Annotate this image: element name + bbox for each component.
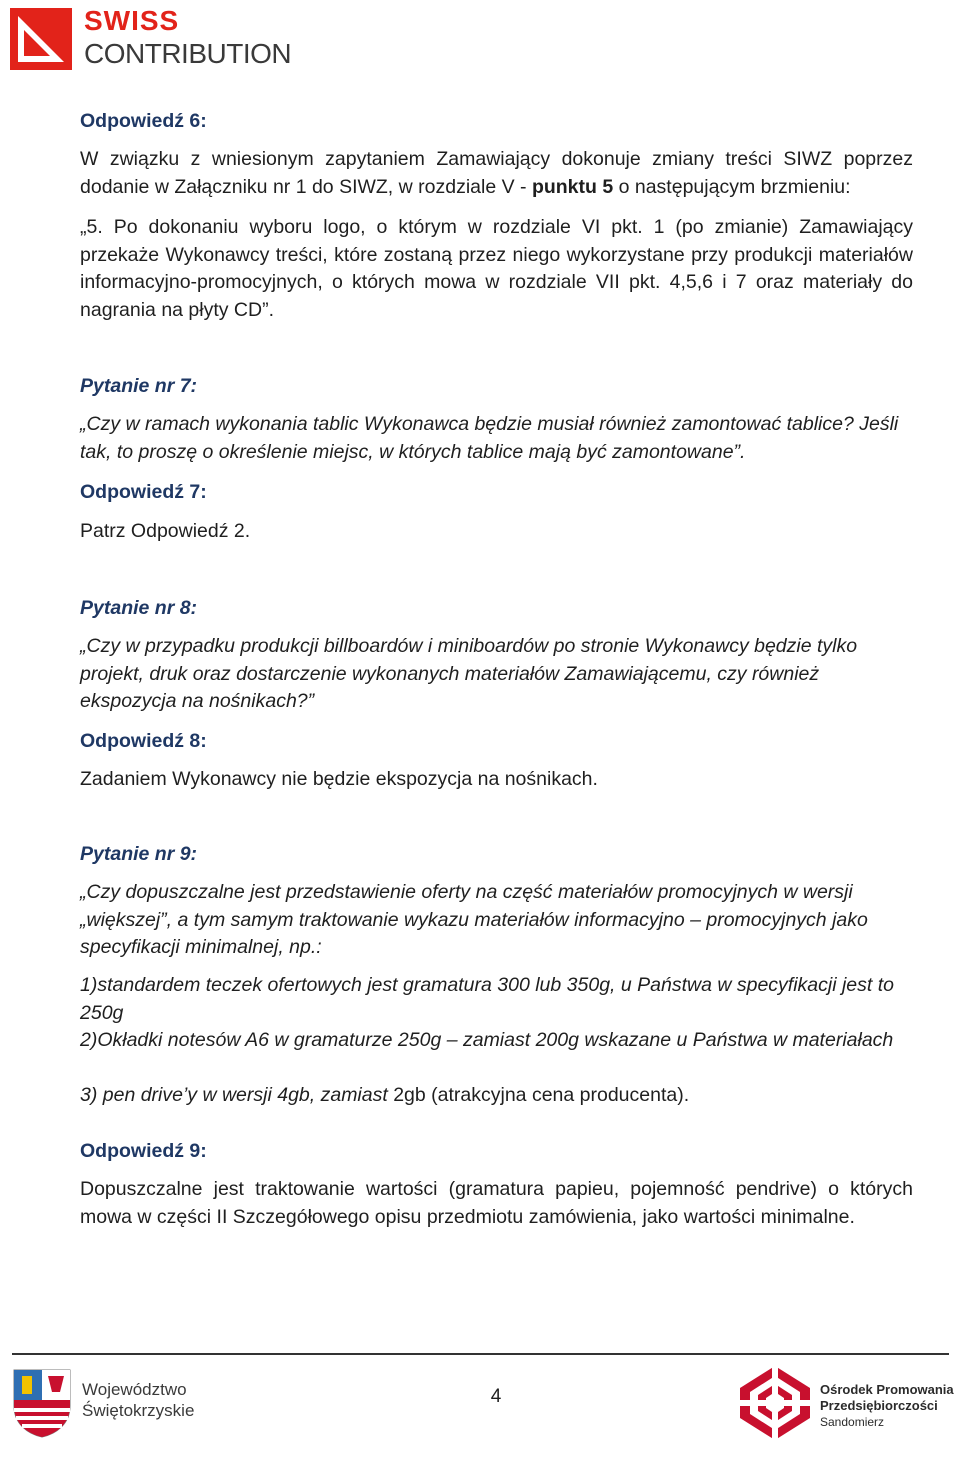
right-logo-line-2: Przedsiębiorczości [820, 1398, 938, 1413]
right-logo-line-1: Ośrodek Promowania [820, 1382, 954, 1397]
swiss-logo-mark [10, 8, 72, 70]
question-9-heading: Pytanie nr 9: [80, 843, 198, 865]
left-logo-line-1: Województwo [82, 1380, 187, 1399]
answer-7-heading: Odpowiedź 7: [80, 481, 207, 503]
swiss-contribution-logo [10, 6, 310, 72]
question-7-text: „Czy w ramach wykonania tablic Wykonawca będzie musiał również zamontować tablice? Jeśli tak, to proszę o określenie miejsc, w których tablice mają być zamontowane”. [80, 413, 899, 463]
question-9-item-3-normal: 2gb (atrakcyjna cena producenta). [393, 1084, 690, 1106]
answer-9-text: Dopuszczalne jest traktowanie wartości (gramatura papieu, pojemność pendrive) o których mowa w części II Szczegółowego opisu przedmiotu zamówienia, jako wartości minimalne. [80, 1178, 913, 1228]
question-9-item-3 [80, 1082, 913, 1110]
coat-of-arms-icon [12, 1368, 72, 1438]
question-8-heading: Pytanie nr 8: [80, 597, 198, 619]
answer-6-intro-text: W związku z wniesionym zapytaniem Zamawiający dokonuje zmiany treści SIWZ poprzez dodanie w Załączniku nr 1 do SIWZ, w rozdziale V - [80, 148, 913, 198]
logo-line-swiss: SWISS [84, 5, 180, 36]
question-9-text: „Czy dopuszczalne jest przedstawienie oferty na część materiałów promocyjnych w wersji „większej”, a tym samym traktowanie wykazu materiałów informacyjno – promocyjnych jako specyfikacji minimalnej, np.: [80, 881, 868, 958]
answer-8-text: Zadaniem Wykonawcy nie będzie ekspozycja na nośnikach. [80, 768, 598, 790]
answer-6-quote: „5. Po dokonaniu wyboru logo, o którym w rozdziale VI pkt. 1 (po zmianie) Zamawiający przekaże Wykonawcy treści, które zostaną przez niego wykorzystane przy produkcji materiałów informacyjno-promocyjnych, o których mowa w rozdziale VII pkt. 4,5,6 i 7 oraz materiały do nagrania na płyty CD”. [80, 216, 913, 321]
answer-6-intro [80, 146, 913, 201]
answer-8-heading: Odpowiedź 8: [80, 730, 207, 752]
answer-6-intro-end: o następującym brzmieniu: [613, 175, 851, 198]
question-9-item-2: 2)Okładki notesów A6 w gramaturze 250g – zamiast 200g wskazane u Państwa w materiałach [80, 1029, 894, 1051]
wojewodztwo-logo [12, 1368, 212, 1438]
question-9-item-3-italic: 3) pen drive’y w wersji 4gb, zamiast [80, 1084, 394, 1106]
osrodek-promowania-logo [738, 1364, 953, 1444]
answer-6-heading: Odpowiedź 6: [80, 110, 207, 132]
answer-7-text: Patrz Odpowiedź 2. [80, 520, 251, 542]
page-number: 4 [490, 1386, 502, 1407]
footer-rule [12, 1353, 949, 1355]
answer-6-intro-bold: punktu 5 [531, 175, 614, 198]
opp-emblem-icon [738, 1364, 812, 1442]
logo-line-contribution: CONTRIBUTION [84, 38, 292, 69]
question-8-text: „Czy w przypadku produkcji billboardów i miniboardów po stronie Wykonawcy będzie tylko projekt, druk oraz dostarczenie wykonanych materiałów Zamawiającemu, czy również ekspozycja na nośnikach?” [80, 635, 858, 712]
right-logo-line-3: Sandomierz [820, 1415, 885, 1429]
question-7-heading: Pytanie nr 7: [80, 375, 198, 397]
answer-9-heading: Odpowiedź 9: [80, 1140, 207, 1162]
left-logo-line-2: Świętokrzyskie [82, 1401, 195, 1420]
question-9-item-1: 1)standardem teczek ofertowych jest gramatura 300 lub 350g, u Państwa w specyfikacji jest to 250g [80, 974, 894, 1024]
